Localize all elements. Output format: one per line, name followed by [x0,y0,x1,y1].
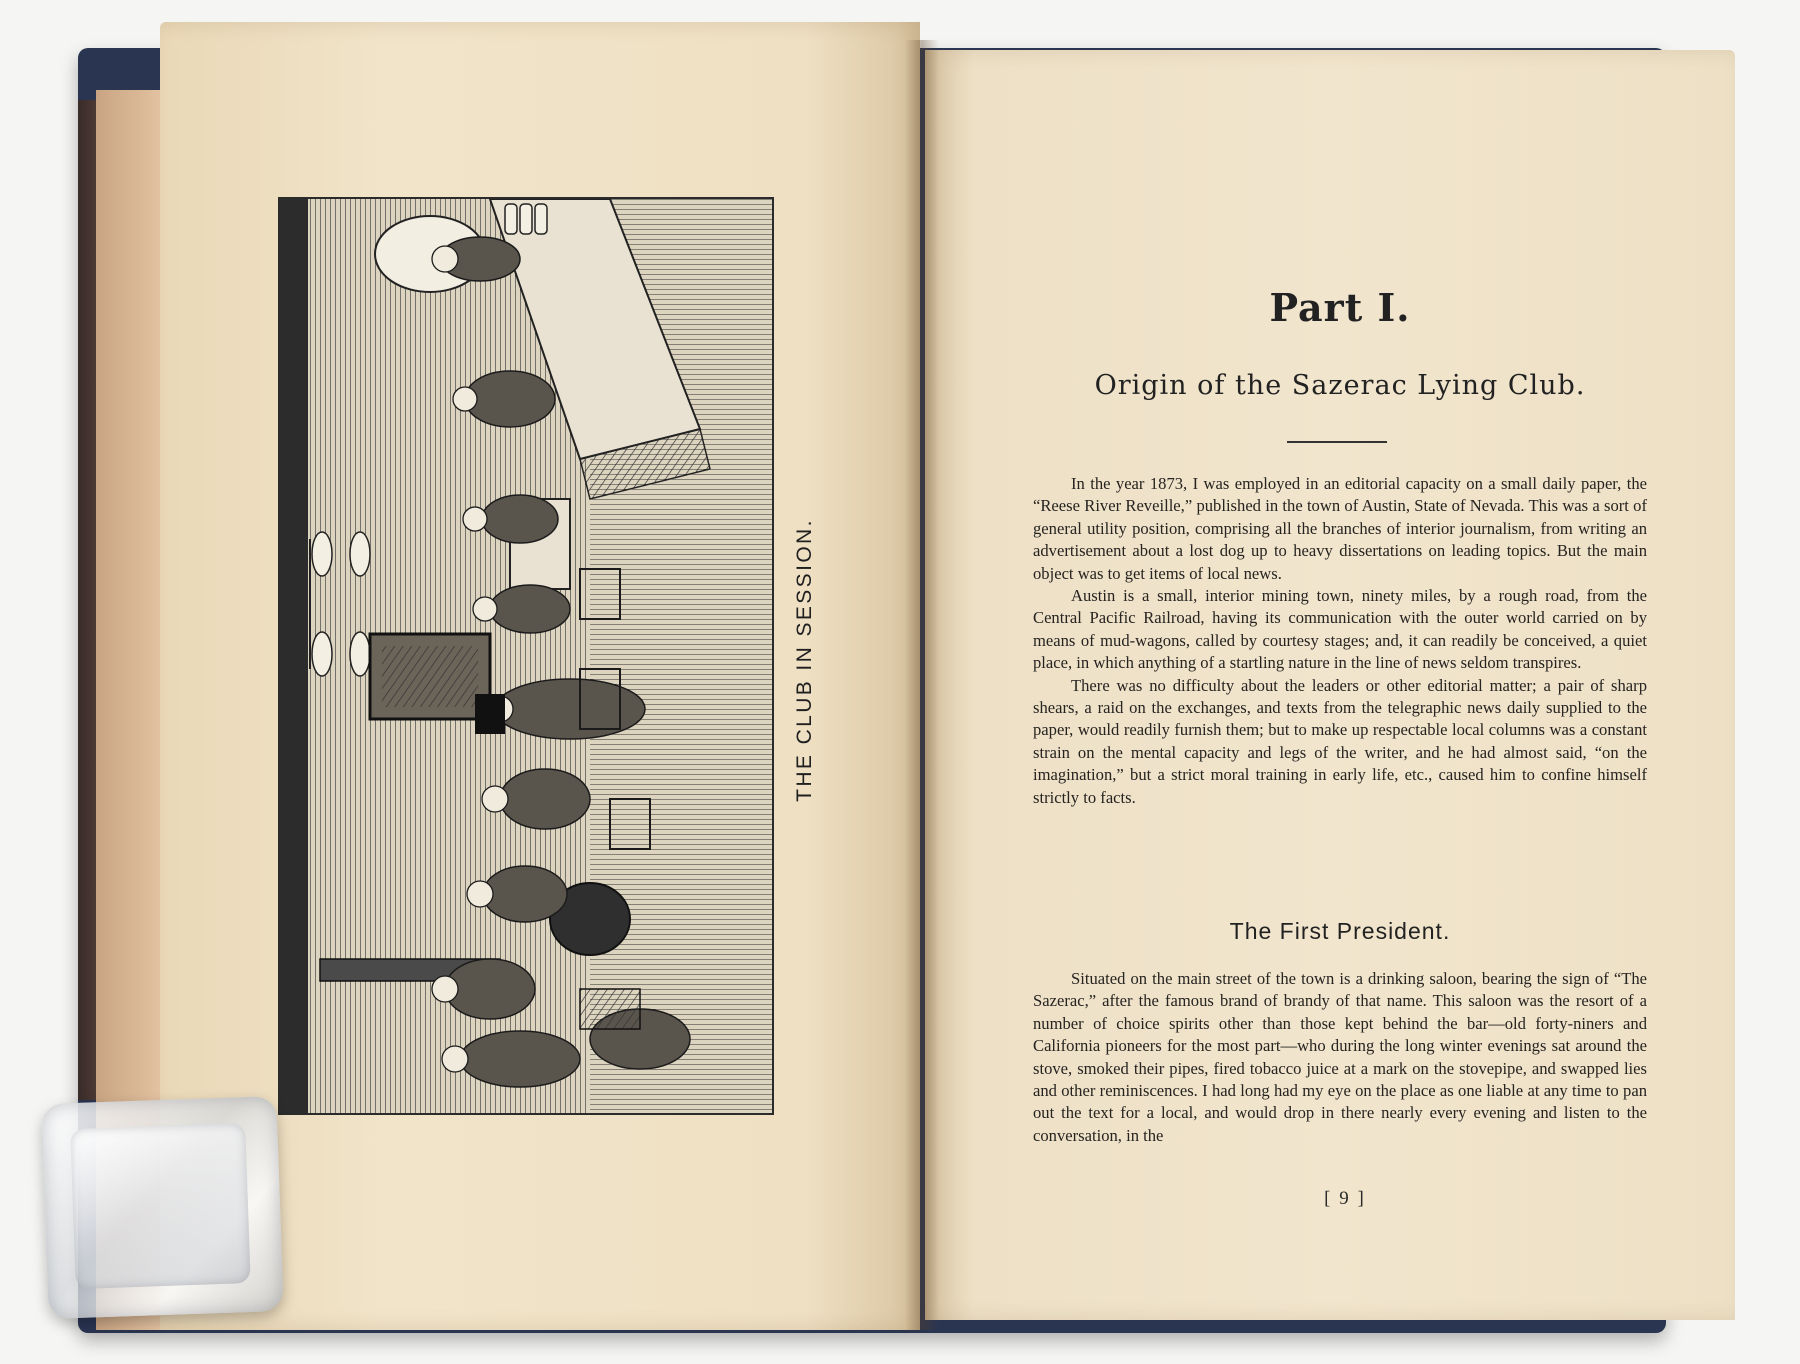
paragraph: Austin is a small, interior mining town, ninety miles, by a rough road, from the Central Pacific Railroad, having its communication with the outer world carried on by means of mud-wagons, called by courtesy stages; and, it can readily be conceived, a quiet place, in which anything of a startling nature in the line of news seldom transpires. [1033,586,1647,673]
book-gutter [905,40,939,1330]
saloon-scene-illustration [280,199,772,1113]
section-heading: The First President. [1229,918,1451,944]
title-rule [1287,441,1387,443]
paragraph: In the year 1873, I was employed in an editorial capacity on a small daily paper, the “Reese River Reveille,” published in the town of Austin, State of Nevada. This was a sort of general utility position, comprising all the branches of interior journalism, from writing an advertisement about a lost dog up to heavy dissertations on leading topics. But the main object was to get items of local news. [1033,474,1647,583]
plate-caption-text: THE CLUB IN SESSION. [793,518,816,802]
intro-text [1033,473,1647,809]
plate-caption [785,460,825,860]
glass-paperweight [41,1096,283,1319]
engraving-illustration [278,197,774,1115]
paragraph: There was no difficulty about the leaders or other editorial matter; a pair of sharp shears, a raid on the exchanges, and texts from the telegraphic news daily supplied to the paper, would readily furnish them; but to make up respectable local columns was a constant strain on the mental capacity and legs of the writer, and he had almost said, “on the imagination,” but a strict moral training in early life, etc., caused him to confine himself strictly to facts. [1033,675,1647,807]
part-heading: Part I. [1269,285,1411,330]
page-number: [ 9 ] [1324,1188,1366,1209]
paragraph: Situated on the main street of the town is a drinking saloon, bearing the sign of “The Sazerac,” after the famous brand of brandy of that name. This saloon was the resort of a number of choice spirits other than those kept behind the bar—old forty-niners and California pioneers for the most part—who during the long winter evenings sat around the stove, smoked their pipes, fired tobacco juice at a mark on the stovepipe, and swapped lies and other reminiscences. I had long had my eye on the place as one liable at any time to pan out the text for a local, and would drop in there nearly every evening and listen to the conversation, in the [1033,969,1647,1145]
section-text [1033,968,1647,1147]
chapter-title: Origin of the Sazerac Lying Club. [1094,370,1586,401]
paperweight-facet [70,1123,250,1289]
